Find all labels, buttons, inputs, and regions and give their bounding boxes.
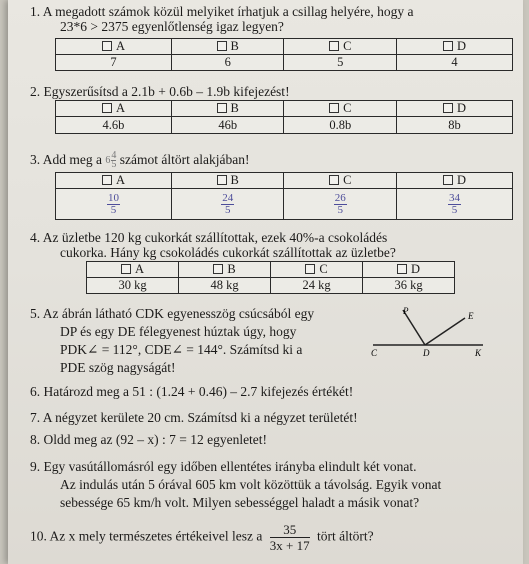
checkbox-icon[interactable] [443,41,453,51]
checkbox-icon[interactable] [121,264,131,274]
label-d: D [423,348,430,358]
q3-options-table [55,172,513,220]
label-p: P [403,306,409,316]
q4-option-a[interactable]: A [87,262,179,278]
q2-option-c[interactable]: C [284,101,397,117]
q1-line2: 23*6 > 2375 egyenlőtlenség igaz legyen? [60,19,284,34]
q2-option-a[interactable]: A [56,101,172,117]
q2-value-b: 46b [171,117,284,134]
q5-line1: 5. Az ábrán látható CDK egyenesszög csúcsából egy [30,306,315,321]
checkbox-icon[interactable] [217,41,227,51]
checkbox-icon[interactable] [305,264,315,274]
q10-fraction: $\frac{35}{3x + 17}$ [269,522,310,553]
q2-options-table [55,100,513,134]
q1-option-d[interactable]: D [397,39,513,55]
q1-value-d: 4 [397,55,513,71]
checkbox-icon[interactable] [329,103,339,113]
q6-text: 6. Határozd meg a 51 : (1.24 + 0.46) – 2.7 kifejezés értékét! [30,384,354,399]
q3-value-a: $\frac{10}{5}$ [56,189,172,220]
q1-value-c: 5 [284,55,397,71]
checkbox-icon[interactable] [329,41,339,51]
angle-figure [363,300,493,362]
q3-option-b[interactable]: B [171,173,284,189]
checkbox-icon[interactable] [102,103,112,113]
checkbox-icon[interactable] [329,175,339,185]
q3-value-c: $\frac{26}{5}$ [284,189,397,220]
q4-options-table [86,261,455,294]
worksheet-page [8,0,523,564]
q5-line4: PDE szög nagyságát! [60,360,176,375]
q3-option-c[interactable]: C [284,173,397,189]
q4-line2: cukorka. Hány kg csokoládés cukorkát szállítottak az üzletbe? [60,245,396,260]
q2-value-c: 0.8b [284,117,397,134]
q10-text: 10. Az x mely természetes értékeivel lesz a $\frac{35}{3x + 17}$ tört áltört? [30,522,374,553]
q9-line2: Az indulás után 5 órával 605 km volt közöttük a távolság. Egyik vonat [60,477,442,492]
q7-text: 7. A négyzet kerülete 20 cm. Számítsd ki a négyzet területét! [30,410,358,425]
q4-value-d: 36 kg [363,278,455,294]
q1-value-b: 6 [171,55,284,71]
q5-line2: DP és egy DE félegyenest húztak úgy, hogy [60,324,297,339]
q4-option-c[interactable]: C [271,262,363,278]
q1-option-b[interactable]: B [171,39,284,55]
q3-option-d[interactable]: D [397,173,513,189]
q5-line3: PDK∠ = 112°, CDE∠ = 144°. Számítsd ki a [60,342,303,357]
q2-value-a: 4.6b [56,117,172,134]
q4-value-a: 30 kg [87,278,179,294]
label-e: E [468,311,474,321]
q2-text: 2. Egyszerűsítsd a 2.1b + 0.6b – 1.9b kifejezést! [30,84,290,99]
q4-line1: 4. Az üzletbe 120 kg cukorkát szállítottak, ezek 40%-a csokoládés [30,230,388,245]
checkbox-icon[interactable] [102,175,112,185]
q4-option-b[interactable]: B [179,262,271,278]
q2-value-d: 8b [397,117,513,134]
q1-options-table [55,38,513,71]
checkbox-icon[interactable] [102,41,112,51]
q1-value-a: 7 [56,55,172,71]
checkbox-icon[interactable] [213,264,223,274]
q4-option-d[interactable]: D [363,262,455,278]
q1-option-c[interactable]: C [284,39,397,55]
q9-line3: sebessége 65 km/h volt. Milyen sebességgel haladt a másik vonat? [60,495,420,510]
checkbox-icon[interactable] [443,175,453,185]
q4-value-c: 24 kg [271,278,363,294]
q2-option-b[interactable]: B [171,101,284,117]
q9-line1: 9. Egy vasútállomásról egy időben ellentétes irányba elindult két vonat. [30,459,417,474]
label-c: C [371,348,378,358]
q1-option-a[interactable]: A [56,39,172,55]
checkbox-icon[interactable] [217,175,227,185]
checkbox-icon[interactable] [217,103,227,113]
ray-de [425,318,465,345]
q2-option-d[interactable]: D [397,101,513,117]
q3-text: 3. Add meg a 6 $\frac{4}{5}$ számot áltört alakjában! [30,150,250,171]
q3-value-b: $\frac{24}{5}$ [171,189,284,220]
q3-mixed-number: 6 $\frac{4}{5}$ [105,150,117,171]
q3-value-d: $\frac{34}{5}$ [397,189,513,220]
q3-option-a[interactable]: A [56,173,172,189]
q8-text: 8. Oldd meg az (92 – x) : 7 = 12 egyenletet! [30,432,268,447]
label-k: K [475,348,482,358]
checkbox-icon[interactable] [397,264,407,274]
checkbox-icon[interactable] [443,103,453,113]
q1-line1: 1. A megadott számok közül melyiket írhatjuk a csillag helyére, hogy a [30,4,414,19]
q4-value-b: 48 kg [179,278,271,294]
